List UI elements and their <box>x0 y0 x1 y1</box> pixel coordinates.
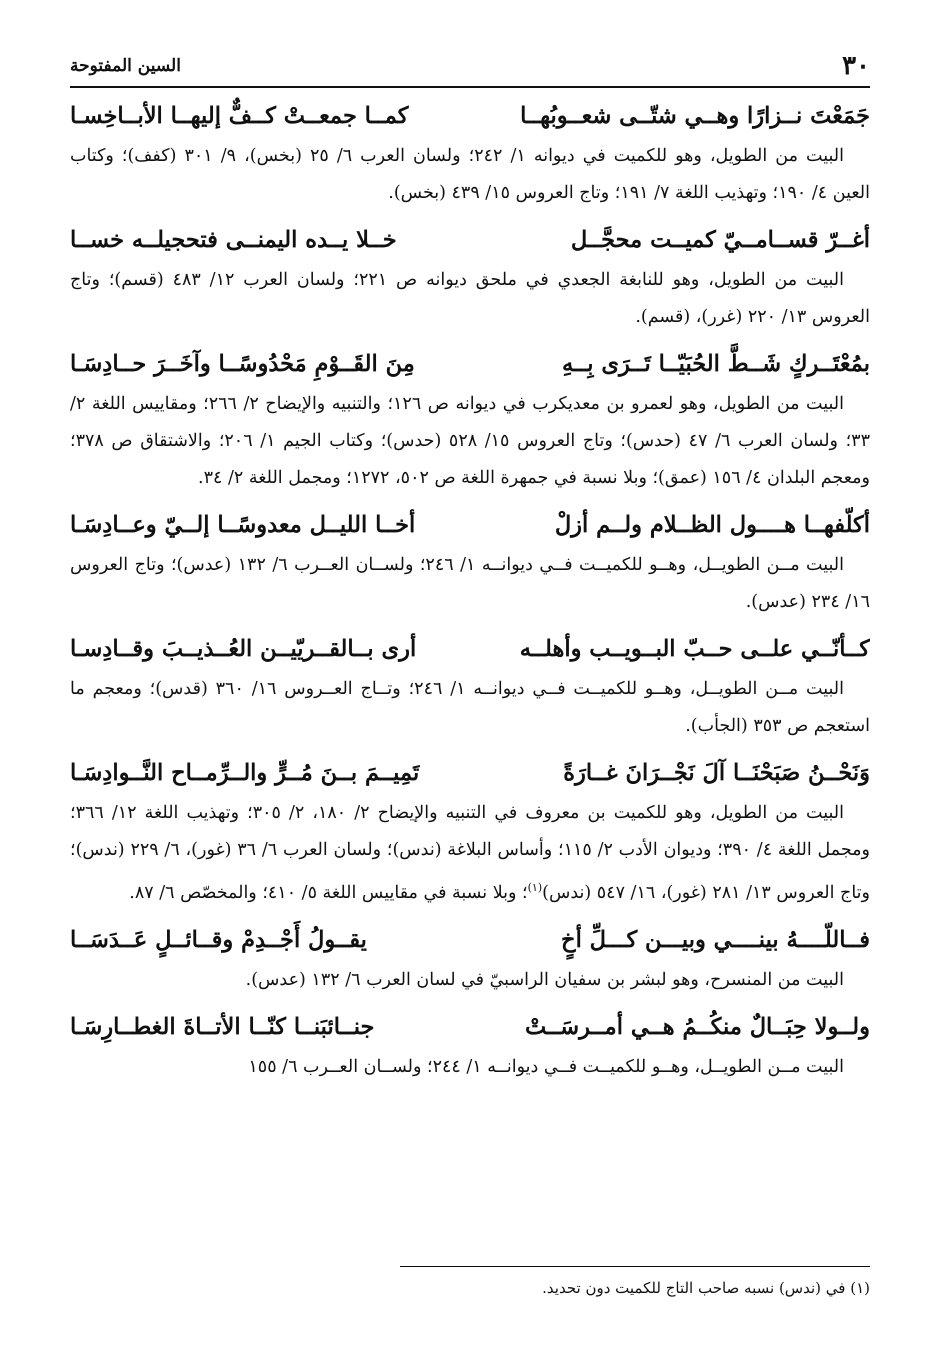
entry-6 <box>70 751 870 912</box>
verse-commentary: البيت مــن الطويــل، وهــو للكميــت فــي ديوانــه ١/ ٢٤٦؛ وتــاج العــروس ١٦/ ٣٦٠ (قدس)؛ ومعجم ما استعجم ص ٣٥٣ (الجأب). <box>70 679 870 736</box>
entry-2 <box>70 218 870 336</box>
entry-8 <box>70 1005 870 1086</box>
commentary-text-continued: ؛ وبلا نسبة في مقاييس اللغة ٥/ ٤١٠؛ والمخصّص ٦/ ٨٧. <box>129 882 528 903</box>
verse-first-hemistich: فــاللّــــهُ بينــــي وبيـــن كـــلِّ أخٍ <box>561 926 870 953</box>
verse-first-hemistich: بمُعْتَــركٍ شَــطَّ الحُبَيّــا تَــرَى بِــهِ <box>561 351 870 377</box>
verse-line <box>70 218 870 262</box>
entry-3 <box>70 342 870 497</box>
verse-second-hemistich: خــلا يــده اليمنــى فتحجيلــه خســا <box>70 227 397 253</box>
entry-4 <box>70 503 870 621</box>
verse-first-hemistich: أكلّفهــا هــــول الظــلام ولــم أزلْ <box>554 512 870 538</box>
verse-first-hemistich: وَنَحْــنُ صَبَحْنَــا آلَ نَجْــرَانَ غــارَةً <box>563 760 870 786</box>
entry-1 <box>70 94 870 212</box>
book-page <box>70 48 870 1328</box>
running-title: السين المفتوحة <box>70 56 181 76</box>
verse-line <box>70 342 870 386</box>
page-number: ٣٠ <box>842 51 870 81</box>
verse-second-hemistich: جنــائبَنــا كنّــا الأتــاةَ الغطــارِسَـا <box>70 1013 375 1040</box>
verse-commentary: البيت من الطويل، وهو للنابغة الجعدي في ملحق ديوانه ص ٢٢١؛ ولسان العرب ١٢/ ٤٨٣ (قسم)؛ وتاج العروس ١٣/ ٢٢٠ (غرر)، (قسم). <box>70 270 870 327</box>
verse-line <box>70 627 870 671</box>
verse-line <box>70 503 870 547</box>
footnote-divider <box>400 1266 870 1267</box>
verse-commentary: البيت مــن الطويــل، وهــو للكميــت فــي ديوانــه ١/ ٢٤٤؛ ولســان العــرب ٦/ ١٥٥ <box>248 1056 844 1077</box>
verse-commentary: البيت من المنسرح، وهو لبشر بن سفيان الراسبيّ في لسان العرب ٦/ ١٣٢ (عدس). <box>245 969 844 990</box>
verse-second-hemistich: مِنَ القَــوْمِ مَحْدُوسًــا وآخَــرَ حــادِسَـا <box>70 351 415 377</box>
verse-first-hemistich: جَمَعْتَ نــزارًا وهــي شتّــى شعــوبُهــا <box>520 103 870 129</box>
footnote-reference[interactable]: (١) <box>527 881 543 894</box>
verse-first-hemistich: كــأنّــي علــى حــبّ البــويــب وأهلــه <box>519 636 870 662</box>
verse-second-hemistich: أرى بــالقــريّيــن العُــذيــبَ وقــادِسـا <box>70 636 417 662</box>
page-header <box>70 48 870 88</box>
commentary-text: البيت من الطويل، وهو للكميت بن معروف في التنبيه والإيضاح ٢/ ١٨٠، ٢/ ٣٠٥؛ وتهذيب اللغة ١٢/ ٣٦٦؛ ومجمل اللغة ٤/ ٣٩٠؛ وديوان الأدب ٢/ ١١٥؛ وأساس البلاغة (ندس)؛ ولسان العرب ٦/ ٣٦ (غور)، ٦/ ٢٢٩ (ندس)؛ وتاج العروس ١٣/ ٢٨١ (غور)، ١٦/ ٥٤٧ (ندس) <box>70 803 870 903</box>
verse-first-hemistich: أغــرّ قســامــيّ كميــت محجَّــل <box>570 227 870 253</box>
verse-first-hemistich: ولــولا حِبَــالٌ منكُــمُ هــي أمــرسَــتْ <box>524 1013 870 1040</box>
verse-commentary: البيت مــن الطويــل، وهــو للكميــت فــي ديوانــه ١/ ٢٤٦؛ ولســان العــرب ٦/ ١٣٢ (عدس)؛ وتاج العروس ١٦/ ٢٣٤ (عدس). <box>70 555 870 612</box>
verse-line <box>70 751 870 795</box>
verse-second-hemistich: أخــا الليــل معدوسًــا إلــيّ وعــادِسَـا <box>70 512 416 538</box>
verse-line <box>70 94 870 138</box>
entry-5 <box>70 627 870 745</box>
verse-commentary: البيت من الطويل، وهو لعمرو بن معديكرب في ديوانه ص ١٢٦؛ والتنبيه والإيضاح ٢/ ٢٦٦؛ ومقاييس اللغة ٢/ ٣٣؛ ولسان العرب ٦/ ٤٧ (حدس)؛ وتاج العروس ١٥/ ٥٢٨ (حدس)؛ وكتاب الجيم ١/ ٢٠٦؛ والاشتقاق ص ٣٧٨؛ ومعجم البلدان ٤/ ١٥٦ (عمق)؛ وبلا نسبة في جمهرة اللغة ص ٥٠٢، ١٢٧٢؛ ومجمل اللغة ٢/ ٣٤. <box>70 394 870 488</box>
verse-line <box>70 918 870 962</box>
verse-commentary: البيت من الطويل، وهو للكميت في ديوانه ١/ ٢٤٢؛ ولسان العرب ٦/ ٢٥ (بخس)، ٩/ ٣٠١ (كفف)؛ وكتاب العين ٤/ ١٩٠؛ وتهذيب اللغة ٧/ ١٩١؛ وتاج العروس ١٥/ ٤٣٩ (بخس). <box>70 146 870 203</box>
entry-7 <box>70 918 870 999</box>
footnote: (١) في (ندس) نسبه صاحب التاج للكميت دون تحديد. <box>542 1279 870 1297</box>
verse-line <box>70 1005 870 1049</box>
verse-second-hemistich: كمــا جمعــتْ كــفٌّ إليهــا الأبــاخِسـا <box>70 103 409 129</box>
verse-commentary <box>70 795 870 912</box>
verse-second-hemistich: يقــولُ أَجْــدِمْ وقــائــلٍ عَــدَسَــا <box>70 926 367 953</box>
verse-second-hemistich: تَمِيــمَ بــنَ مُــرٍّ والــرِّمــاح النَّــوادِسَـا <box>70 760 420 786</box>
